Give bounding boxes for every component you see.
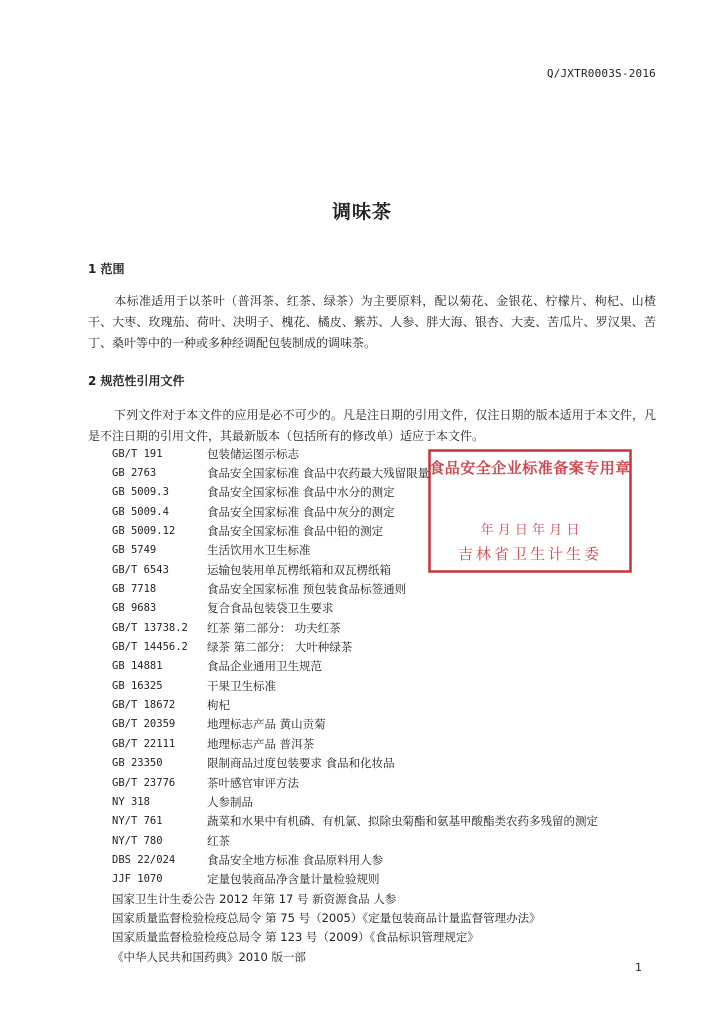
reference-item [112, 792, 672, 811]
reference-item [112, 773, 672, 792]
reference-code: GB/T 14456.2 [112, 641, 188, 654]
reference-code: GB 9683 [112, 602, 157, 615]
reference-full-text: 《中华人民共和国药典》2010 版一部 [112, 949, 306, 964]
reference-code: GB 7718 [112, 583, 157, 596]
reference-title: 人参制品 [207, 794, 253, 809]
reference-code: NY 318 [112, 795, 150, 808]
reference-item [112, 908, 672, 927]
reference-title: 地理标志产品 黄山贡菊 [207, 717, 326, 732]
section-heading-scope: 1 范围 [88, 262, 125, 276]
reference-code: GB/T 191 [112, 447, 163, 460]
reference-item [112, 870, 672, 889]
reference-item [112, 599, 672, 618]
reference-item [112, 850, 672, 869]
reference-full-text: 国家卫生计生委公告 2012 年第 17 号 新资源食品 人参 [112, 891, 397, 906]
reference-item [112, 463, 672, 482]
reference-code: GB/T 18672 [112, 699, 176, 712]
reference-item [112, 812, 672, 831]
reference-code: GB 5749 [112, 544, 157, 557]
reference-title: 枸杞 [207, 698, 230, 713]
reference-code: GB 23350 [112, 757, 163, 770]
reference-code: GB 2763 [112, 467, 157, 480]
reference-title: 定量包装商品净含量计量检验规则 [207, 872, 380, 887]
stamp-line-2: 年 月 日 年 月 日 [480, 523, 580, 538]
reference-title: 食品企业通用卫生规范 [207, 659, 322, 674]
reference-title: 食品安全国家标准 预包装食品标签通则 [207, 582, 407, 597]
reference-item [112, 444, 672, 463]
reference-title: 食品安全国家标准 食品中铅的测定 [207, 524, 384, 539]
reference-title: 绿茶 第二部分： 大叶种绿茶 [207, 640, 353, 655]
reference-code: GB/T 20359 [112, 718, 176, 731]
document-code: Q/JXTR0003S-2016 [546, 67, 656, 80]
reference-item [112, 657, 672, 676]
references-intro-paragraph [88, 405, 656, 447]
scope-paragraph [88, 291, 656, 354]
reference-item [112, 734, 672, 753]
section-heading-normative-references: 2 规范性引用文件 [88, 374, 185, 388]
reference-item [112, 831, 672, 850]
reference-item [112, 889, 672, 908]
reference-item [112, 754, 672, 773]
document-title: 调味茶 [331, 201, 392, 223]
reference-title: 红茶 第二部分： 功夫红茶 [207, 620, 341, 635]
reference-code: GB 16325 [112, 679, 163, 692]
reference-item [112, 483, 672, 502]
reference-title: 地理标志产品 普洱茶 [207, 736, 315, 751]
reference-code: NY/T 780 [112, 834, 163, 847]
reference-item [112, 502, 672, 521]
reference-title: 蔬菜和水果中有机磷、有机氯、拟除虫菊酯和氨基甲酸酯类农药多残留的测定 [207, 814, 598, 829]
reference-item [112, 715, 672, 734]
references-intro-text: 下列文件对于本文件的应用是必不可少的。凡是注日期的引用文件，仅注日期的版本适用于本文件，凡是不注日期的引用文件，其最新版本（包括所有的修改单）适应于本文件。 [88, 408, 656, 443]
reference-item [112, 560, 672, 579]
reference-title: 包装储运图示标志 [207, 446, 299, 461]
reference-list [112, 444, 672, 966]
reference-title: 食品安全国家标准 食品中灰分的测定 [207, 504, 395, 519]
reference-code: GB/T 23776 [112, 776, 176, 789]
reference-title: 食品安全国家标准 食品中水分的测定 [207, 485, 395, 500]
reference-code: GB 5009.4 [112, 505, 169, 518]
reference-title: 茶叶感官审评方法 [207, 775, 299, 790]
reference-full-text: 国家质量监督检验检疫总局令 第 75 号（2005）《定量包装商品计量监督管理办法》 [112, 910, 541, 925]
reference-item [112, 676, 672, 695]
reference-code: JJF 1070 [112, 873, 163, 886]
reference-item [112, 637, 672, 656]
reference-code: GB/T 13738.2 [112, 621, 188, 634]
reference-item [112, 541, 672, 560]
reference-title: 食品安全地方标准 食品原料用人参 [207, 852, 384, 867]
reference-code: DBS 22/024 [112, 853, 176, 866]
reference-code: NY/T 761 [112, 815, 163, 828]
reference-item [112, 947, 672, 966]
reference-full-text: 国家质量监督检验检疫总局令 第 123 号（2009）《食品标识管理规定》 [112, 930, 479, 945]
reference-item [112, 618, 672, 637]
reference-code: GB/T 6543 [112, 563, 169, 576]
reference-title: 运输包装用单瓦楞纸箱和双瓦楞纸箱 [207, 562, 391, 577]
stamp-line-1: 食品安全企业标准备案专用章 [429, 459, 631, 477]
reference-item [112, 928, 672, 947]
reference-item [112, 521, 672, 540]
reference-title: 限制商品过度包装要求 食品和化妆品 [207, 756, 395, 771]
reference-title: 复合食品包装袋卫生要求 [207, 601, 334, 616]
reference-title: 红茶 [207, 833, 230, 848]
reference-item [112, 579, 672, 598]
reference-code: GB 14881 [112, 660, 163, 673]
reference-code: GB/T 22111 [112, 737, 176, 750]
reference-title: 生活饮用水卫生标准 [207, 543, 311, 558]
reference-code: GB 5009.12 [112, 525, 176, 538]
reference-item [112, 695, 672, 714]
stamp-line-3: 吉林省卫生计生委 [457, 545, 603, 563]
scope-text: 本标准适用于以茶叶（普洱茶、红茶、绿茶）为主要原料，配以菊花、金银花、柠檬片、枸杞、山楂干、大枣、玫瑰茄、荷叶、决明子、槐花、橘皮、紫苏、人参、胖大海、银杏、大麦、苦瓜片、罗汉果、苦丁、桑叶等中的一种或多种经调配包装制成的调味茶。 [88, 294, 656, 350]
reference-code: GB 5009.3 [112, 486, 169, 499]
reference-title: 干果卫生标准 [207, 678, 276, 693]
page-number: 1 [635, 961, 642, 974]
reference-title: 食品安全国家标准 食品中农药最大残留限量 [207, 466, 430, 481]
